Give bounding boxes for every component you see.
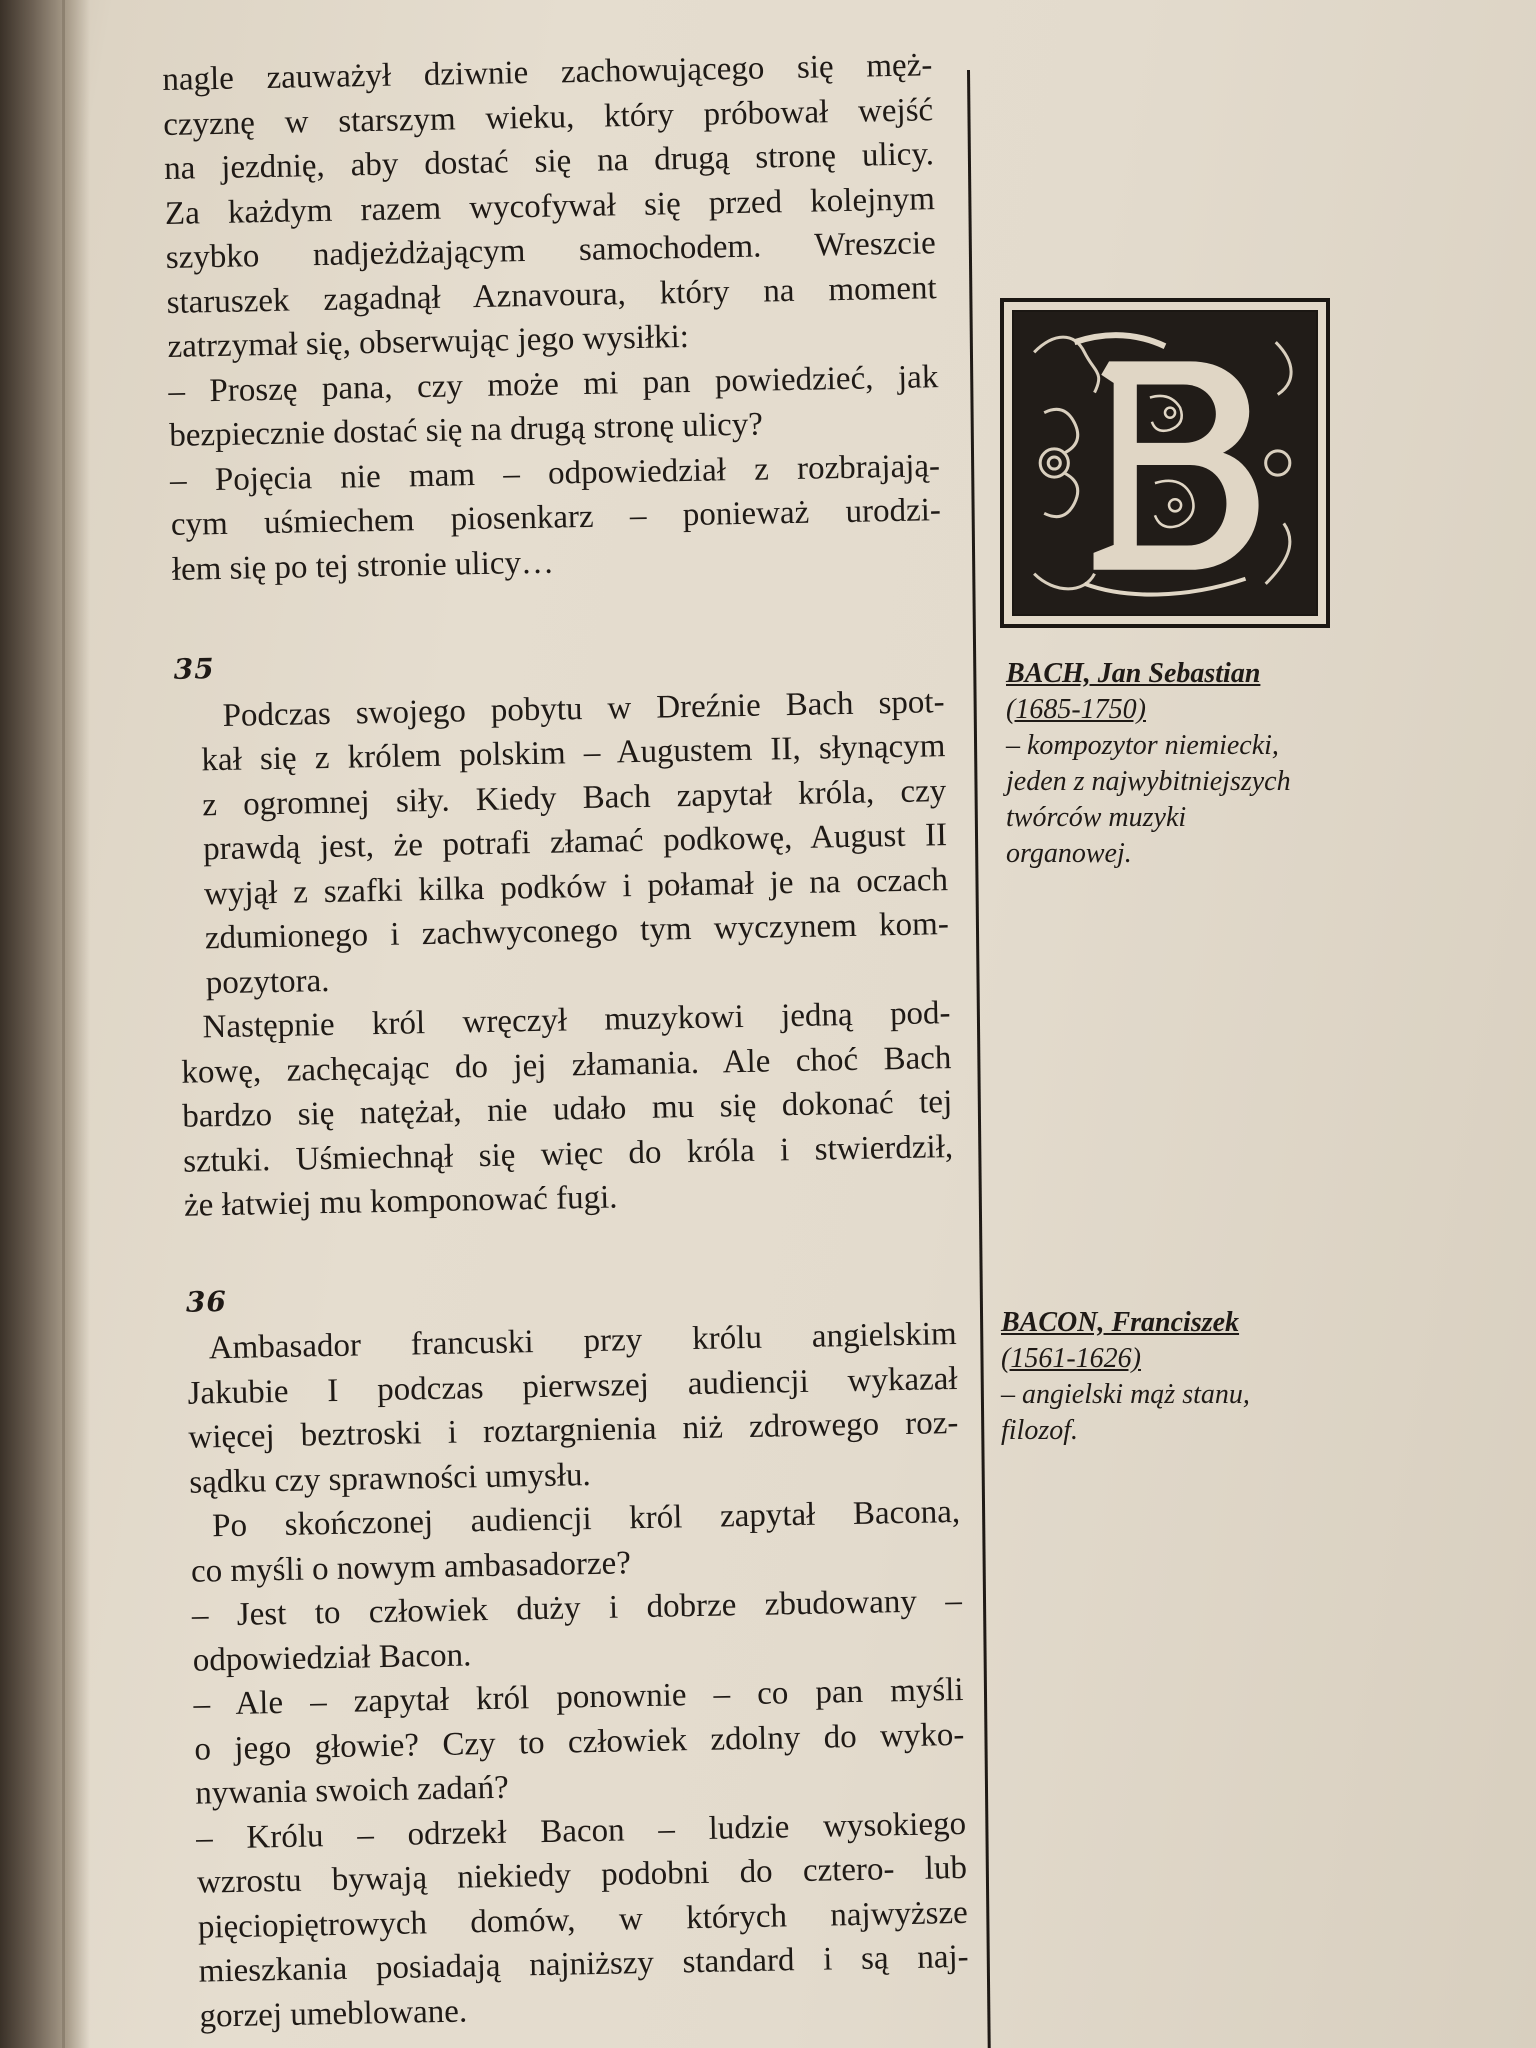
text-line: Następnie król wręczył muzykowi jedną pod- (202, 995, 951, 1046)
note-dates: (1561-1626) (1001, 1343, 1141, 1374)
text-line: wzrostu bywają niekiedy podobni do cztero- lub (196, 1849, 968, 1901)
text-line: staruszek zagadnął Aznavoura, który na moment (166, 269, 937, 321)
text-line: wyjął z szafki kilka podków i połamał je na oczach (203, 861, 949, 912)
text-line: nagle zauważył dziwnie zachowującego się męż- (162, 47, 933, 98)
text-line: Za każdym razem wycofywał się przed kolejnym (164, 180, 936, 232)
text-line: nywania swoich zadań? (194, 1769, 509, 1812)
text-line: pięciopiętrowych domów, w których najwyższe (197, 1894, 969, 1946)
section-number-35: 35 (173, 652, 216, 686)
note-name: BACH, Jan Sebastian (1006, 658, 1261, 689)
section-36-paragraph-2 (190, 1490, 970, 2039)
note-description-line: jeden z najwybitniejszych (1006, 766, 1291, 797)
note-description-line: – angielski mąż stanu, (1001, 1379, 1250, 1410)
section-35-paragraph-1 (174, 680, 950, 1006)
book-gutter-shadow (0, 0, 90, 2048)
text-line: zdumionego i zachwyconego tym wyczynem kom- (204, 906, 950, 957)
text-line: mieszkania posiadają najniższy standard i są naj- (198, 1938, 969, 1990)
ornament-panel (1012, 310, 1318, 616)
text-line: gorzej umeblowane. (199, 1993, 468, 2035)
main-text-column (162, 43, 970, 2038)
sidebar-note-bach (1006, 656, 1346, 872)
column-divider-rule (967, 70, 991, 2048)
text-line: że łatwiej mu komponować fugi. (183, 1179, 618, 1224)
text-line: cym uśmiechem piosenkarz – ponieważ urodzi- (170, 492, 942, 543)
text-line: prawdą jest, że potrafi złamać podkowę, August II (202, 817, 948, 868)
ornamental-letter-b-icon (1014, 312, 1316, 614)
text-line: sztuki. Uśmiechnął się więc do króla i stwierdził, (182, 1128, 954, 1180)
text-line: łem się po tej stronie ulicy… (171, 544, 555, 588)
text-line: – Królu – odrzekł Bacon – ludzie wysokiego (195, 1805, 967, 1857)
intro-paragraph (162, 43, 942, 592)
text-line: bezpiecznie dostać się na drugą stronę ulicy? (168, 406, 764, 454)
section-number-36: 36 (185, 1284, 228, 1319)
text-line: bardzo się natężał, nie udało mu się dokonać tej (181, 1084, 953, 1135)
note-description-line: twórców muzyki (1006, 802, 1187, 833)
text-line: czyznę w starszym wieku, który próbował wejść (162, 91, 934, 143)
sidebar-note-bacon (1001, 1305, 1341, 1449)
text-line: Ambasador francuski przy królu angielskim (208, 1315, 957, 1367)
section-36-paragraph-1 (186, 1312, 959, 1505)
text-line: więcej beztroski i roztargnienia niż zdrowego roz- (188, 1404, 959, 1456)
text-line: kowę, zachęcając do jej złamania. Ale choć Bach (181, 1039, 952, 1091)
text-line: pozytora. (205, 962, 330, 1001)
text-line: co myśli o nowym ambasadorze? (190, 1544, 632, 1590)
text-line: – Ale – zapytał król ponownie – co pan myśli (193, 1671, 964, 1723)
text-line: szybko nadjeżdżającym samochodem. Wreszcie (165, 225, 937, 276)
decorated-initial-b (1000, 298, 1330, 628)
section-35-paragraph-2 (180, 991, 954, 1228)
note-dates: (1685-1750) (1006, 694, 1146, 725)
text-line: – Pojęcia nie mam – odpowiedział z rozbrajają- (169, 447, 941, 499)
text-line: na jezdnię, aby dostać się na drugą stronę ulicy. (163, 136, 935, 187)
text-line: – Jest to człowiek duży i dobrze zbudowany – (191, 1582, 963, 1634)
text-line: Po skończonej audiencji król zapytał Bacona, (211, 1493, 961, 1545)
text-line: zatrzymał się, obserwując jego wysiłki: (167, 318, 690, 365)
text-line: Jakubie I podczas pierwszej audiencji wykazał (187, 1360, 958, 1412)
text-line: kał się z królem polskim – Augustem II, słynącym (201, 728, 946, 779)
note-name: BACON, Franciszek (1001, 1307, 1240, 1338)
text-line: z ogromnej siły. Kiedy Bach zapytał króla, czy (201, 772, 947, 823)
text-line: odpowiedział Bacon. (192, 1636, 472, 1679)
note-description-line: filozof. (1001, 1415, 1079, 1446)
text-line: – Proszę pana, czy może mi pan powiedzieć, jak (168, 358, 939, 410)
text-line: Podczas swojego pobytu w Dreźnie Bach spot- (222, 683, 945, 734)
note-description-line: organowej. (1006, 838, 1132, 869)
text-line: o jego głowie? Czy to człowiek zdolny do wyko- (194, 1716, 965, 1768)
note-description-line: – kompozytor niemiecki, (1006, 730, 1279, 761)
text-line: sądku czy sprawności umysłu. (189, 1456, 592, 1501)
page-edge (62, 0, 65, 2048)
